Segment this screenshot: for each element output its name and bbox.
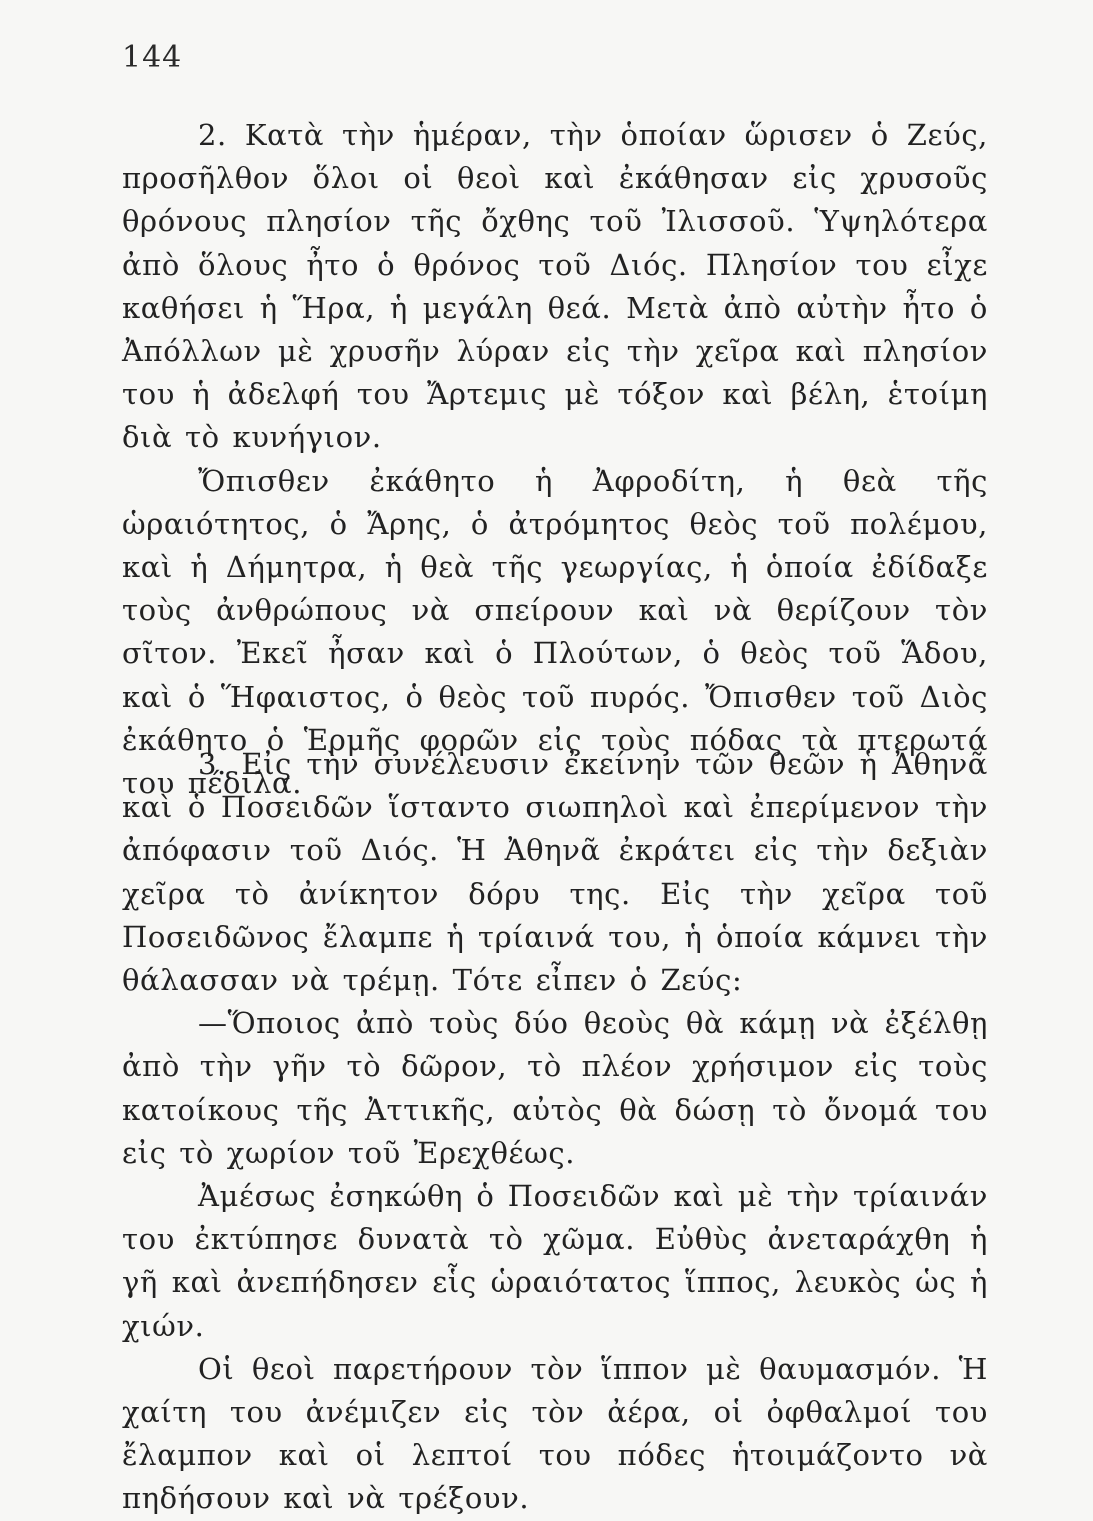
section-2-text <box>122 114 988 805</box>
paragraph: 3. Εἰς τὴν συνέλευσιν ἐκείνην τῶν θεῶν ἡ Ἀθηνᾶ καὶ ὁ Ποσειδῶν ἵσταντο σιωπηλοὶ καὶ ἐπερίμενον τὴν ἀπόφασιν τοῦ Διός. Ἡ Ἀθηνᾶ ἐκράτει εἰς τὴν δεξιὰν χεῖρα τὸ ἀνίκητον δόρυ της. Εἰς τὴν χεῖρα τοῦ Ποσειδῶνος ἔλαμπε ἡ τρίαινά του, ἡ ὁποία κάμνει τὴν θάλασσαν νὰ τρέμῃ. Τότε εἶπεν ὁ Ζεύς: <box>122 747 988 998</box>
paragraph: Οἱ θεοὶ παρετήρουν τὸν ἵππον μὲ θαυμασμόν. Ἡ χαίτη του ἀνέμιζεν εἰς τὸν ἀέρα, οἱ ὀφθαλμοί του ἔλαμπον καὶ οἱ λεπτοί του πόδες ἡτοιμάζοντο νὰ πηδήσουν καὶ νὰ τρέξουν. <box>122 1351 988 1516</box>
paragraph: 2. Κατὰ τὴν ἡμέραν, τὴν ὁποίαν ὥρισεν ὁ Ζεύς, προσῆλθον ὅλοι οἱ θεοὶ καὶ ἐκάθησαν εἰς χρυσοῦς θρόνους πλησίον τῆς ὄχθης τοῦ Ἰλισσοῦ. Ὑψηλότερα ἀπὸ ὅλους ἦτο ὁ θρόνος τοῦ Διός. Πλησίον του εἶχε καθήσει ἡ Ἥρα, ἡ μεγάλη θεά. Μετὰ ἀπὸ αὐτὴν ἦτο ὁ Ἀπόλλων μὲ χρυσῆν λύραν εἰς τὴν χεῖρα καὶ πλησίον του ἡ ἀδελφή του Ἄρτεμις μὲ τόξον καὶ βέλη, ἑτοίμη διὰ τὸ κυνήγιον. <box>122 118 988 455</box>
paragraph: —Ὅποιος ἀπὸ τοὺς δύο θεοὺς θὰ κάμῃ νὰ ἐξέλθῃ ἀπὸ τὴν γῆν τὸ δῶρον, τὸ πλέον χρήσιμον εἰς τοὺς κατοίκους τῆς Ἀττικῆς, αὐτὸς θὰ δώσῃ τὸ ὄνομά του εἰς τὸ χωρίον τοῦ Ἐρεχθέως. <box>122 1006 988 1170</box>
page-number: 144 <box>122 40 183 75</box>
paragraph: Ἀμέσως ἐσηκώθη ὁ Ποσειδῶν καὶ μὲ τὴν τρίαινάν του ἐκτύπησε δυνατὰ τὸ χῶμα. Εὐθὺς ἀνεταράχθη ἡ γῆ καὶ ἀνεπήδησεν εἷς ὡραιότατος ἵππος, λευκὸς ὡς ἡ χιών. <box>122 1179 988 1343</box>
paragraph: Ὄπισθεν ἐκάθητο ἡ Ἀφροδίτη, ἡ θεὰ τῆς ὡραιότητος, ὁ Ἄρης, ὁ ἀτρόμητος θεὸς τοῦ πολέμου, καὶ ἡ Δήμητρα, ἡ θεὰ τῆς γεωργίας, ἡ ὁποία ἐδίδαξε τοὺς ἀνθρώπους νὰ σπείρουν καὶ νὰ θερίζουν τὸν σῖτον. Ἐκεῖ ἦσαν καὶ ὁ Πλούτων, ὁ θεὸς τοῦ Ἅδου, καὶ ὁ Ἥφαιστος, ὁ θεὸς τοῦ πυρός. Ὄπισθεν τοῦ Διὸς ἐκάθητο ὁ Ἑρμῆς φορῶν εἰς τοὺς πόδας τὰ πτερωτά του πέδιλα. <box>122 463 988 801</box>
section-3-text <box>122 743 988 1521</box>
